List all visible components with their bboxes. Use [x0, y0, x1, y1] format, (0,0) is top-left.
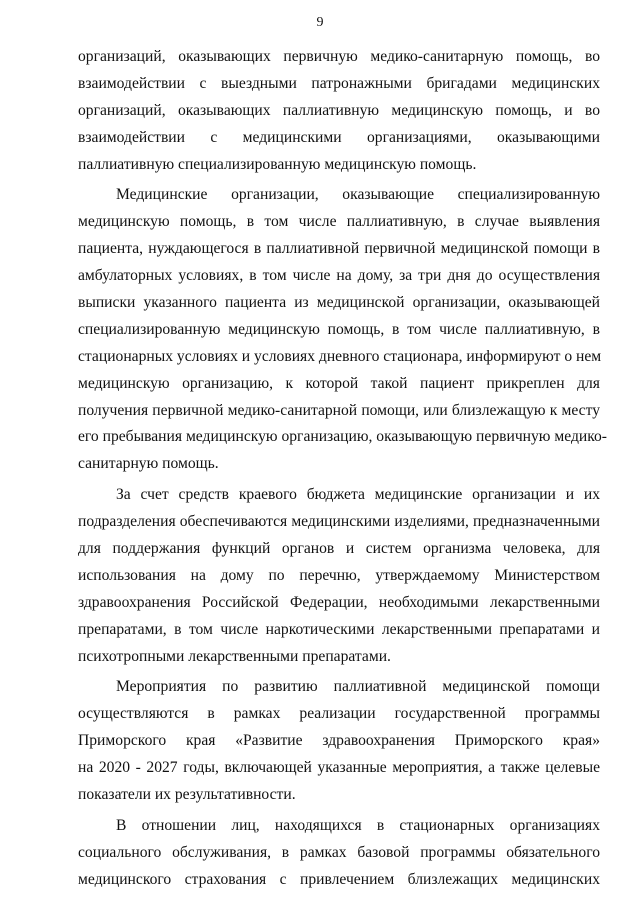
- text-line: амбулаторных условиях, в том числе на дому, за три дня до осуществления: [78, 267, 600, 285]
- text-line: выписки указанного пациента из медицинской организации, оказывающей: [78, 294, 600, 312]
- text-line: санитарную помощь.: [78, 455, 219, 473]
- text-line: на 2020 - 2027 годы, включающей указанные мероприятия, а также целевые: [78, 759, 600, 777]
- text-line: Мероприятия по развитию паллиативной медицинской помощи: [116, 678, 600, 696]
- text-line: социального обслуживания, в рамках базовой программы обязательного: [78, 843, 600, 861]
- paragraph-5: [78, 813, 600, 894]
- paragraph-2: [78, 182, 607, 478]
- text-line: Приморского края «Развитие здравоохранения Приморского края»: [78, 732, 600, 750]
- text-line: организаций, оказывающих паллиативную медицинскую помощь, и во: [78, 101, 600, 119]
- text-line: осуществляются в рамках реализации государственной программы: [78, 705, 600, 723]
- text-line: психотропными лекарственными препаратами.: [78, 647, 391, 665]
- text-line: специализированную медицинскую помощь, в том числе паллиативную, в: [78, 320, 600, 338]
- text-line: медицинскую помощь, в том числе паллиативную, в случае выявления: [78, 213, 600, 231]
- text-line: медицинскую организацию, к которой такой пациент прикреплен для: [78, 374, 600, 392]
- paragraph-4: [78, 674, 600, 808]
- paragraph-1: [78, 44, 600, 178]
- text-line: В отношении лиц, находящихся в стационарных организациях: [116, 816, 600, 834]
- text-line: За счет средств краевого бюджета медицинские организации и их: [116, 486, 600, 504]
- text-line: стационарных условиях и условиях дневного стационара, информируют о нем: [78, 347, 602, 365]
- text-line: использования на дому по перечню, утверждаемому Министерством: [78, 566, 600, 584]
- text-line: взаимодействии с медицинскими организациями, оказывающими: [78, 128, 600, 146]
- text-line: подразделения обеспечиваются медицинскими изделиями, предназначенными: [78, 513, 600, 531]
- text-line: здравоохранения Российской Федерации, необходимыми лекарственными: [78, 593, 600, 611]
- paragraph-3: [78, 482, 600, 670]
- text-line: пациента, нуждающегося в паллиативной первичной медицинской помощи в: [78, 240, 600, 258]
- text-line: его пребывания медицинскую организацию, оказывающую первичную медико-: [78, 428, 607, 446]
- document-body: [78, 44, 607, 894]
- page-number: 9: [316, 15, 324, 30]
- text-line: Медицинские организации, оказывающие специализированную: [116, 186, 600, 204]
- text-line: для поддержания функций органов и систем организма человека, для: [78, 540, 600, 558]
- text-line: взаимодействии с выездными патронажными бригадами медицинских: [78, 74, 600, 92]
- text-line: паллиативную специализированную медицинскую помощь.: [78, 155, 477, 173]
- text-line: показатели их результативности.: [78, 786, 296, 804]
- text-line: организаций, оказывающих первичную медико-санитарную помощь, во: [78, 48, 600, 65]
- text-line: получения первичной медико-санитарной помощи, или близлежащую к месту: [78, 401, 600, 419]
- text-line: препаратами, в том числе наркотическими лекарственными препаратами и: [78, 620, 600, 638]
- text-line: медицинского страхования с привлечением близлежащих медицинских: [78, 870, 600, 888]
